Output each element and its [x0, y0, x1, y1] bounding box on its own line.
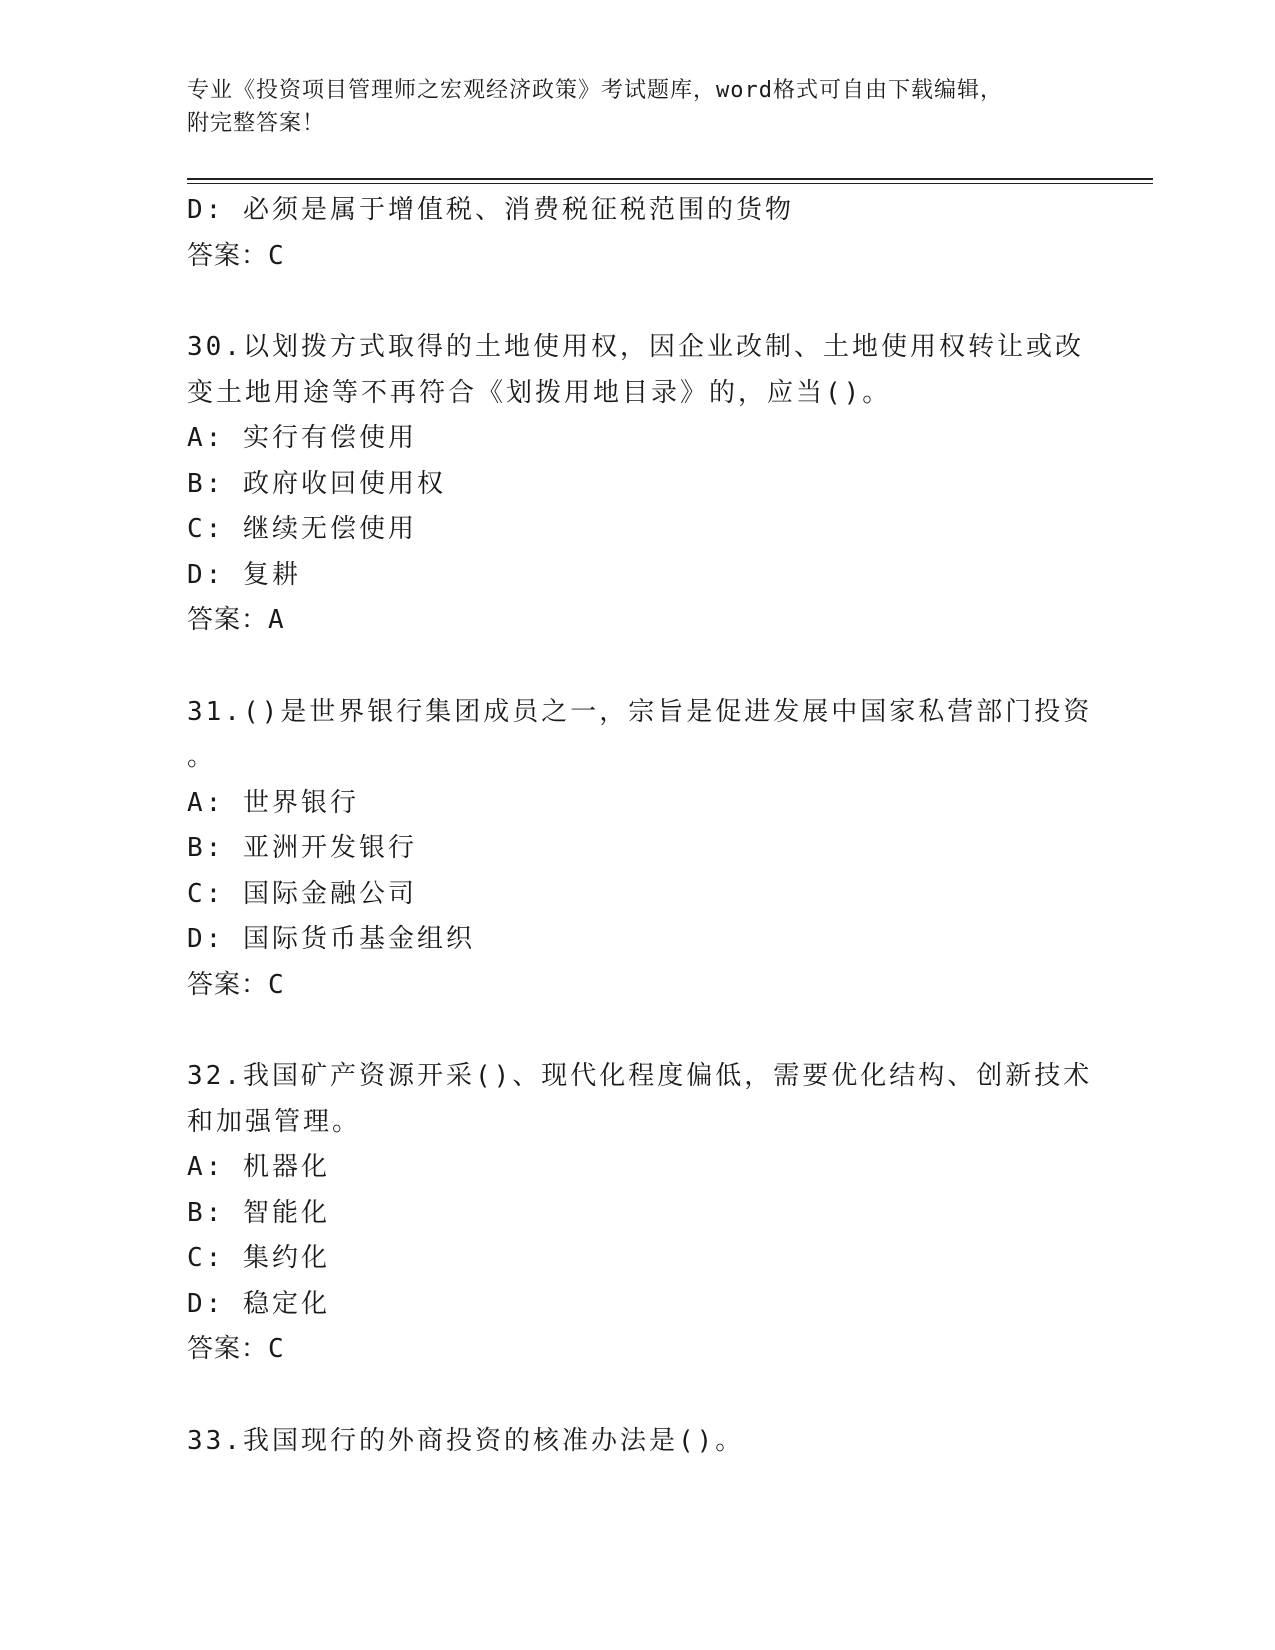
option-d: D: 国际货币基金组织 — [187, 924, 475, 954]
question-text-line-2: 和加强管理。 — [187, 1106, 362, 1137]
question-31 — [187, 690, 1093, 1009]
question-32 — [187, 1054, 1093, 1373]
option-d: D: 稳定化 — [187, 1288, 330, 1319]
header-divider-thick — [187, 178, 1153, 180]
question-text-line-2: 变土地用途等不再符合《划拨用地目录》的，应当()。 — [187, 377, 892, 408]
question-text-line-1: 33.我国现行的外商投资的核准办法是()。 — [187, 1425, 745, 1456]
option-c: C: 集约化 — [187, 1243, 330, 1273]
header-line-1: 专业《投资项目管理师之宏观经济政策》考试题库，word格式可自由下载编辑， — [187, 78, 1003, 103]
question-33 — [187, 1419, 1087, 1465]
option-c: C: 继续无偿使用 — [187, 514, 417, 544]
option-d: D: 必须是属于增值税、消费税征税范围的货物 — [187, 195, 794, 225]
document-header — [187, 74, 1087, 140]
question-text-line-1: 31.()是世界银行集团成员之一，宗旨是促进发展中国家私营部门投资 — [187, 696, 1093, 727]
answer-line: 答案：C — [187, 1334, 285, 1364]
option-a: A: 世界银行 — [187, 787, 359, 818]
option-a: A: 实行有偿使用 — [187, 423, 417, 453]
question-list — [187, 188, 1093, 1464]
answer-line: 答案：A — [187, 605, 285, 635]
option-d: D: 复耕 — [187, 559, 301, 590]
spacer — [187, 644, 1087, 690]
option-a: A: 机器化 — [187, 1152, 330, 1182]
header-divider-thin — [187, 183, 1153, 184]
answer-line: 答案：C — [187, 969, 285, 1000]
header-line-2: 附完整答案！ — [187, 111, 326, 136]
option-b: B: 亚洲开发银行 — [187, 833, 417, 863]
question-text-line-1: 30.以划拨方式取得的土地使用权，因企业改制、土地使用权转让或改 — [187, 332, 1084, 362]
option-c: C: 国际金融公司 — [187, 878, 417, 909]
answer-line: 答案：C — [187, 240, 285, 271]
question-text-line-1: 32.我国矿产资源开采()、现代化程度偏低，需要优化结构、创新技术 — [187, 1061, 1093, 1091]
question-30 — [187, 325, 1087, 644]
option-b: B: 政府收回使用权 — [187, 468, 446, 499]
spacer — [187, 279, 1087, 325]
option-b: B: 智能化 — [187, 1197, 330, 1228]
spacer — [187, 1008, 1087, 1054]
spacer — [187, 1373, 1087, 1419]
question-29-tail — [187, 188, 1087, 279]
question-text-line-2: 。 — [187, 742, 217, 772]
